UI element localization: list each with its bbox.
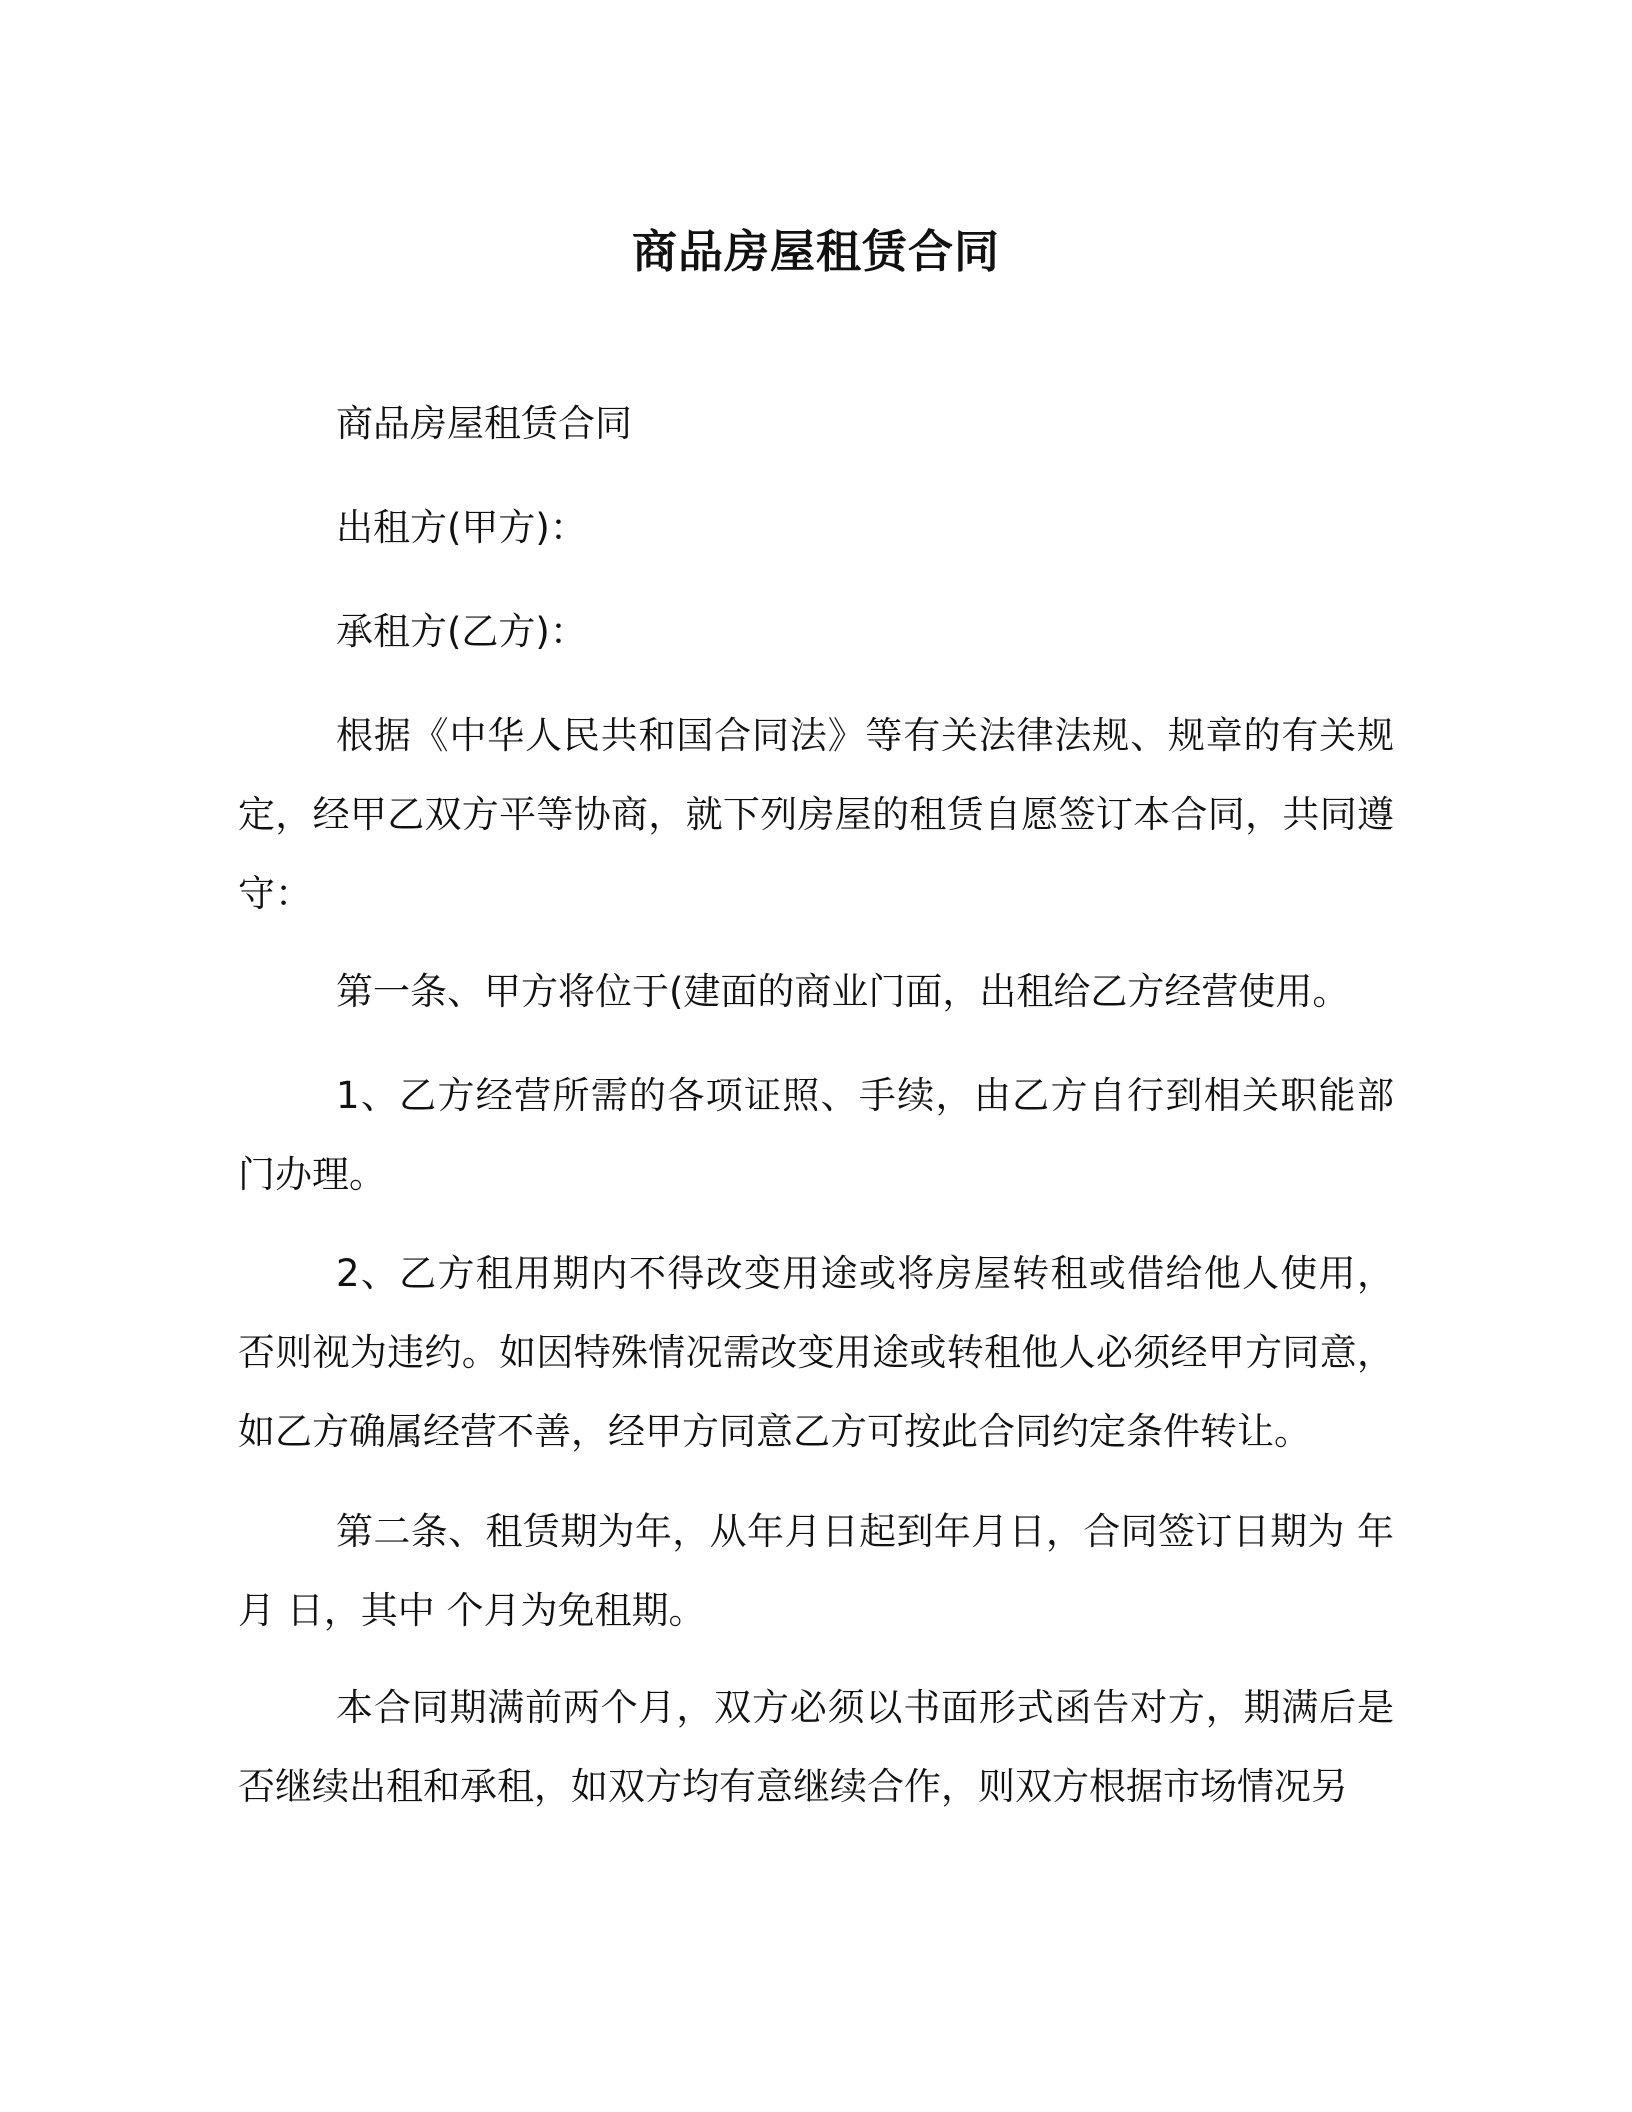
article-2-paragraph: 第二条、租赁期为年，从年月日起到年月日，合同签订日期为 年 月 日，其中 个月为免租期。 [238, 1510, 1394, 1632]
preamble-paragraph: 根据《中华人民共和国合同法》等有关法律法规、规章的有关规定，经甲乙双方平等协商，就下列房屋的租赁自愿签订本合同，共同遵守： [238, 714, 1394, 915]
contract-name-line: 商品房屋租赁合同 [336, 402, 632, 445]
document-title: 商品房屋租赁合同 [631, 225, 1000, 278]
lessee-line: 承租方(乙方)： [336, 610, 587, 653]
lessor-line: 出租方(甲方)： [336, 506, 587, 549]
article-1-item-1: 1、乙方经营所需的各项证照、手续，由乙方自行到相关职能部门办理。 [238, 1074, 1394, 1196]
article-1-item-2: 2、乙方租用期内不得改变用途或将房屋转租或借给他人使用，否则视为违约。如因特殊情况需改变用途或转租他人必须经甲方同意，如乙方确属经营不善，经甲方同意乙方可按此合同约定条件转让。 [238, 1252, 1394, 1453]
article-1-paragraph: 第一条、甲方将位于(建面的商业门面，出租给乙方经营使用。 [336, 970, 1350, 1013]
renewal-paragraph: 本合同期满前两个月，双方必须以书面形式函告对方，期满后是否继续出租和承租，如双方均有意继续合作，则双方根据市场情况另 [238, 1686, 1394, 1808]
